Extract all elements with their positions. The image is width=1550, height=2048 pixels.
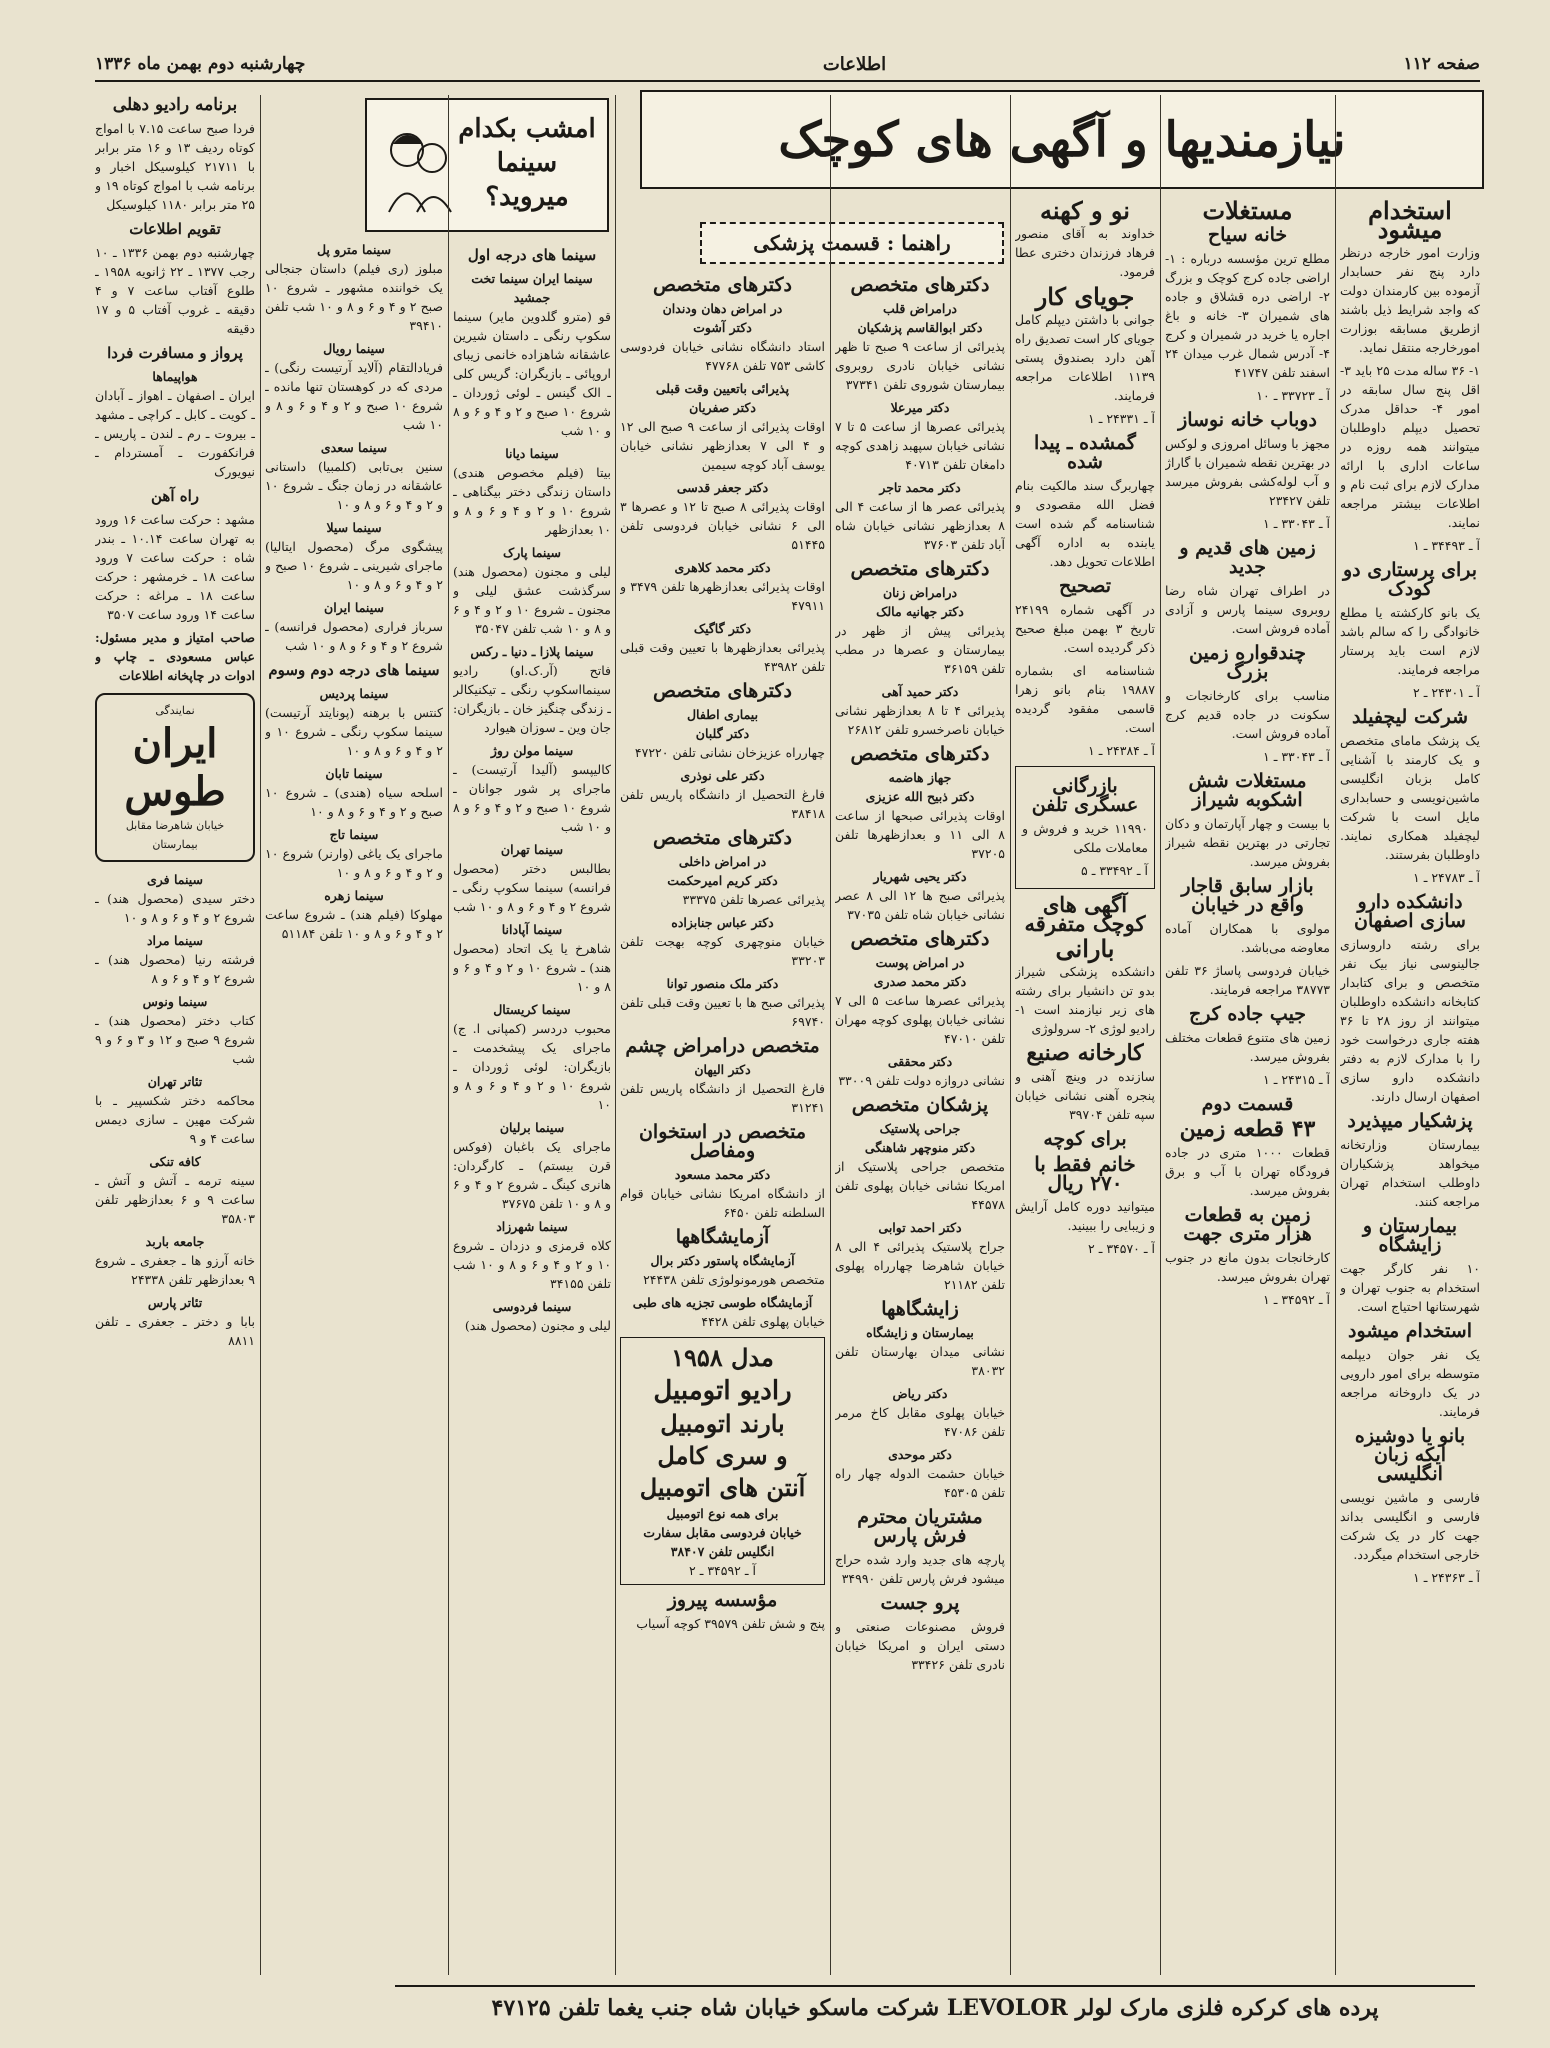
cinema-name: سینما برلیان <box>499 1120 565 1135</box>
cinema-name: سینما فردوسی <box>492 1299 572 1314</box>
cinema-name: سینما ایران <box>324 600 384 615</box>
doctor-name: دکتر گاگیک <box>693 621 752 636</box>
column-rule <box>1160 95 1161 1975</box>
doctor-info: متخصص هورمونولوژی تلفن ۲۴۴۳۸ <box>643 1272 825 1287</box>
employment-subtitle: برای پرستاری دو کودک <box>1342 559 1478 600</box>
doctor-name: دکتر ذبیح الله عزیزی <box>865 789 975 804</box>
cinema-listing: فرشته رنیا (محصول هند) ـ شروع ۲ و ۴ و ۶ و ۸ <box>95 952 255 986</box>
publisher-signature: صاحب امتیاز و مدیر مسئول: عباس مسعودی ـ چاپ و ادوات در چاپخانه اطلاعات <box>95 630 255 683</box>
cinema-name: سینما آپادانا <box>501 922 563 937</box>
doctor-section-title: دکترهای متخصص <box>850 274 990 296</box>
cinema-name: سینما پردیس <box>319 686 389 701</box>
railway-text: مشهد : حرکت ساعت ۱۶ ورود به تهران ساعت ۱۰.۱۴ ـ بندر شاه : حرکت ساعت ۷ ورود ساعت ۱۸ ـ خرمشهر : حرکت ساعت ۱۸ ـ مراغه : حرکت ساعت ۱۴ ورود ساعت ۳۵۰۷ <box>95 512 255 622</box>
newold-ad: شناسنامه ای بشماره ۱۹۸۸۷ بنام بانو زهرا قاسمی مفقود گردیده است. <box>1015 663 1155 735</box>
ad-ref: آ ـ ۳۳۰۴۳ ـ ۱ <box>1263 749 1330 764</box>
doctor-info: متخصص جراحی پلاستیک از امریکا نشانی خیابان پهلوی تلفن ۴۴۵۷۸ <box>835 1159 1005 1212</box>
property-subtitle: قسمت دوم <box>1201 1093 1294 1115</box>
car-ad-line: و سری کامل <box>657 1441 788 1470</box>
cinema-listing: بطالبس دختر (محصول فرانسه) سینما سکوپ رنگی ـ شروع ۲ و ۴ و ۶ و ۸ و ۱۰ شب <box>453 861 611 914</box>
institute-title: مؤسسه پیروز <box>667 1589 778 1611</box>
cinema-name: سینما رویال <box>323 341 385 356</box>
travel-title: پرواز و مسافرت فردا <box>107 344 243 362</box>
doctor-section-title: آزمایشگاهها <box>675 1226 770 1248</box>
calendar-title: تقویم اطلاعات <box>129 220 221 238</box>
ad-ref: آ ـ ۲۴۳۶۳ ـ ۱ <box>1413 1570 1480 1585</box>
misc-ad-heading: بارانی <box>1055 934 1115 963</box>
employment-ad: وزارت امور خارجه درنظر دارد پنج نفر حسابدار آزموده بین کارمندان دولت که واجد شرایط ذیل باشند ازطریق مسابقه بوزارت امورخارجه منتقل نماید. <box>1340 245 1480 355</box>
cinema-name: سینما شهرزاد <box>496 1219 568 1234</box>
doctor-name: دکتر جعفر قدسی <box>676 480 769 495</box>
theater-name: جامعه باربد <box>145 1234 205 1249</box>
doctor-section-title: دکترهای متخصص <box>850 928 990 950</box>
doctor-name: دکتر یحیی شهریار <box>873 869 967 884</box>
cinema-listing: ماجرای یک یاغی (وارنر) شروع ۱۰ و ۲ و ۴ و ۶ و ۸ و ۱۰ <box>265 846 443 880</box>
property-ad: در اطراف تهران شاه رضا روبروی سینما پارس و آزادی آماده فروش است. <box>1165 583 1330 636</box>
doctor-info: اوقات پذیرائی صبحها از ساعت ۸ الی ۱۱ و بعدازظهرها تلفن ۳۷۲۰۵ <box>835 808 1005 861</box>
property-subtitle: خانه سیاح <box>1207 224 1288 246</box>
cinema-listing: دختر سیدی (محصول هند) ـ شروع ۲ و ۴ و ۶ و ۸ و ۱۰ <box>95 891 255 925</box>
column-doctors-2 <box>620 270 825 1975</box>
doctor-name: دکتر منوچهر شاهنگی <box>864 1140 976 1155</box>
property-title: مستغلات <box>1202 196 1293 225</box>
doctor-info: پذیرائی بعدازظهرها با تعیین وقت قبلی تلفن ۴۳۹۸۲ <box>620 640 825 674</box>
doctor-info: پذیرائی صبح ها با تعیین وقت قبلی تلفن ۶۹۷۴۰ <box>620 995 825 1029</box>
cinema-listing: محبوب دردسر (کمپانی ا. ج) ماجرای یک پیشخدمت ـ بازیگران: لوئی ژوردان ـ شروع ۱۰ و ۲ و ۴ و ۶ و ۸ و ۱۰ <box>453 1021 611 1112</box>
property-ad: زمین های متنوع قطعات مختلف بفروش میرسد. <box>1165 1030 1330 1064</box>
cinema-name: سینما مترو پل <box>316 242 392 257</box>
doctor-info: پذیرائی از ساعت ۹ صبح تا ظهر نشانی خیابان نادری روبروی بیمارستان شوروی تلفن ۳۷۳۴۱ <box>835 339 1005 392</box>
doctor-name: دکتر عباس جنابزاده <box>671 915 774 930</box>
sale-ad-text: پارچه های جدید وارد شده حراج میشود فرش پارس تلفن ۳۴۹۹۰ <box>835 1552 1005 1586</box>
cinema-name: سینما مراد <box>146 933 204 948</box>
travel-text: ایران ـ اصفهان ـ اهواز ـ آبادان ـ کویت ـ کابل ـ کراچی ـ مشهد ـ بیروت ـ رم ـ لندن ـ پاریس ـ فرانکفورت ـ آمستردام ـ نیویورک <box>95 388 255 479</box>
cinema-name: سینما پارک <box>503 545 561 560</box>
newold-ad: خداوند به آقای منصور فرهاد فرزندان دختری عطا فرمود. <box>1015 226 1155 279</box>
doctor-name: دکتر محمد تاجر <box>879 480 961 495</box>
cinema-listing: اسلحه سیاه (هندی) ـ شروع ۱۰ صبح و ۲ و ۴ و ۶ و ۸ و ۱۰ <box>265 785 443 819</box>
property-ad: مناسب برای کارخانجات و سکونت در جاده قدیم کرج آماده فروش است. <box>1165 688 1330 741</box>
car-radio-ad <box>620 1337 825 1585</box>
doctor-name: دکتر میرعلا <box>890 400 950 415</box>
levolor-blinds-ad: پرده های کرکره فلزی مارک لولر LEVOLOR شرکت ماسکو خیابان شاه جنب یغما تلفن ۴۷۱۲۵ <box>395 1985 1475 2029</box>
property-ad: مولوی با همکاران آماده معاوضه می‌باشد. <box>1165 921 1330 955</box>
ad-ref: آ ـ ۳۴۴۹۳ ـ ۱ <box>1413 538 1480 553</box>
car-ad-line: بارند اتومبیل <box>660 1409 785 1438</box>
radio-title: برنامه رادیو دهلی <box>112 95 238 115</box>
theater-listing: بابا و دختر ـ جعفری ـ تلفن ۸۸۱۱ <box>95 1314 255 1348</box>
theater-listing: خانه آرزو ها ـ جعفری ـ شروع ۹ بعدازظهر تلفن ۲۴۳۳۸ <box>95 1253 255 1287</box>
radio-text: فردا صبح ساعت ۷.۱۵ با امواج کوتاه ردیف ۱۳ و ۱۶ متر برابر با ۲۱۷۱۱ کیلوسیکل اخبار و برنامه شب با امواج کوتاه ۱۹ و ۲۵ متر برابر ۱۱۸۰ کیلوسیکل <box>95 121 255 212</box>
doctor-info: پذیرائی عصرها تلفن ۳۳۳۷۵ <box>682 892 825 907</box>
property-subtitle: ۴۳ قطعه زمین <box>1179 1116 1316 1142</box>
cinema-listing: لیلی و مجنون (محصول هند) <box>464 1318 611 1333</box>
property-subtitle: جیپ جاده کرج <box>1188 1003 1307 1025</box>
property-subtitle: دوباب خانه نوساز <box>1178 409 1317 431</box>
newold-ad: میتوانید دوره کامل آرایش و زیبایی را ببینید. <box>1015 1199 1155 1233</box>
misc-ads-title: آگهی های کوچک متفرقه <box>1024 892 1146 936</box>
cinema-name: سینما تاج <box>329 827 379 842</box>
doctor-name: بیمارستان و زایشگاه <box>866 1325 974 1340</box>
doctor-name: دکتر محمد مسعود <box>674 1167 771 1182</box>
doctor-section-title: دکترهای متخصص <box>653 827 792 849</box>
sale-ad-text: فروش مصنوعات صنعتی و دستی ایران و امریکا خیابان نادری تلفن ۳۳۴۲۶ <box>835 1619 1005 1672</box>
doctor-section-title: پزشکان متخصص <box>851 1094 989 1116</box>
column-rule <box>615 95 616 1975</box>
boxed-ad <box>1015 766 1155 889</box>
column-employment <box>1340 195 1480 1975</box>
job-seekers-title: جویای کار <box>1035 282 1135 311</box>
newold-ad: دانشکده پزشکی شیراز بدو تن دانشیار برای رشته های زیر نیازمند است ۱- رادیو لوژی ۲- سرولوژی <box>1015 964 1155 1036</box>
doctor-info: خیابان حشمت الدوله چهار راه تلفن ۴۵۳۰۵ <box>835 1466 1005 1500</box>
employment-ad: بیمارستان وزارتخانه میخواهد پزشکیاران داوطلب استخدام تهران مراجعه کنند. <box>1340 1137 1480 1209</box>
newold-ad: در آگهی شماره ۲۴۱۹۹ تاریخ ۳ بهمن مبلغ صحیح ذکر گردیده است. <box>1015 602 1155 655</box>
property-subtitle: بازار سابق قاجار واقع در خیابان <box>1181 875 1314 916</box>
doctor-info: جراح پلاستیک پذیرائی ۴ الی ۸ خیابان شاهرضا چهارراه پهلوی تلفن ۲۱۱۸۲ <box>835 1239 1005 1292</box>
iran-tous-logo: ایران طوس <box>124 720 226 815</box>
ad-ref: آ ـ ۲۴۳۱۵ ـ ۱ <box>1263 1072 1330 1087</box>
cinema-listing: قو (مترو گلدوین مایر) سینما سکوپ رنگی ـ داستان شیرین عاشقانه شاهزاده خانمی زیبای اروپائی ـ بازیگران: گریس کلی ـ الک گینس ـ لوئی ژوردان ـ شروع ۱۰ صبح و ۲ و ۴ و ۶ و ۸ و ۱۰ شب <box>453 309 611 438</box>
ad-ref: آ ـ ۳۳۷۲۳ ـ ۱۰ <box>1256 388 1330 403</box>
theater-name: تئاتر پارس <box>147 1295 203 1310</box>
cinema-name: سینما ونوس <box>142 994 208 1009</box>
cinema-listing: فاتح (آر.ک.او) رادیو سینمااسکوپ رنگی ـ تیکنیکالر ـ زندگی چنگیز خان ـ بازیگران: جان وین ـ سوزان هیوارد <box>453 663 611 735</box>
iran-tous-ad <box>95 693 255 862</box>
ad-ref: آ ـ ۳۴۵۷۰ ـ ۲ <box>1088 1241 1155 1256</box>
doctor-info: پذیرائی عصرها ساعت ۵ الی ۷ نشانی خیابان پهلوی کوچه مهران تلفن ۴۷۰۱۰ <box>835 993 1005 1046</box>
calendar-text: چهارشنبه دوم بهمن ۱۳۳۶ ـ ۱۰ رجب ۱۳۷۷ ـ ۲۲ ژانویه ۱۹۵۸ ـ طلوع آفتاب ساعت ۷ و ۴ دقیقه ـ غروب آفتاب ۵ و ۱۷ دقیقه <box>95 245 255 336</box>
boxed-ad-text: ۱۱۹۹۰ خرید و فروش و معاملات ملکی <box>1022 821 1148 855</box>
medical-guide-title: راهنما : قسمت پزشکی <box>700 222 1004 264</box>
doctor-section-title: زایشگاهها <box>881 1298 959 1320</box>
page-number: صفحه ۱۱۲ <box>1403 54 1480 74</box>
misc-ad-heading: برای کوچه <box>1043 1128 1127 1150</box>
cinema-section-title: سینما های درجه اول <box>467 246 597 264</box>
boxed-ad-title: بازرگانی عسگری تلفن <box>1031 775 1139 816</box>
column-property <box>1165 195 1330 1975</box>
masthead-rule <box>95 80 1480 82</box>
doctor-info: نشانی دروازه دولت تلفن ۳۳۰۰۹ <box>838 1073 1005 1088</box>
property-ad: با بیست و چهار آپارتمان و دکان تجارتی در بهترین نقطه شیراز بفروش میرسد. <box>1165 816 1330 869</box>
column-rule <box>260 95 261 1975</box>
employment-ad: فارسی و ماشین نویسی فارسی و انگلیسی بداند جهت کار در یک شرکت خارجی استخدام میگردد. <box>1340 1490 1480 1562</box>
misc-ad-heading: کارخانه صنیع <box>1026 1040 1144 1066</box>
couple-illustration-icon <box>377 120 457 215</box>
employment-ad: یک پزشک مامای متخصص و یک کارمند با آشنایی کامل بزبان انگلیسی ماشین‌نویسی و حسابداری مایل است با شرکت لیچفیلد همکاری نمایند. داوطلبان بفرستند. <box>1340 733 1480 862</box>
doctor-info: اوقات پذیرائی از ساعت ۹ صبح الی ۱۲ و ۴ الی ۷ بعدازظهر نشانی خیابان یوسف آباد کوچه سیمین <box>620 419 825 472</box>
car-ad-line: مدل ۱۹۵۸ <box>671 1343 774 1372</box>
doctor-info: اوقات پذیرائی بعدازظهرها تلفن ۳۴۷۹ و ۴۷۹۱۱ <box>620 579 825 613</box>
column-radio <box>95 90 255 1975</box>
theater-name: تئاتر تهران <box>147 1074 203 1089</box>
doctor-name: دکتر محمد صدری <box>873 974 967 989</box>
employment-ad: ۱- ۳۶ ساله مدت ۲۵ باید ۳- اقل پنج سال سابقه در امور ۴- حداقل مدرک تحصیل دیپلم داوطلبان میتوانند همه روزه در ساعات اداری با ارائه مدارک لازم برای ثبت نام و اطلاعات بیشتر مراجعه نمایند. <box>1340 363 1480 530</box>
doctor-section-subtitle: در امراض داخلی <box>678 854 767 869</box>
logo-sub: خیابان شاهرضا مقابل بیمارستان <box>125 819 225 851</box>
doctor-section-title: دکترهای متخصص <box>653 680 792 702</box>
employment-subtitle: دانشکده دارو سازی اصفهان <box>1354 891 1466 932</box>
doctor-section-subtitle: درامراض زنان <box>882 585 958 600</box>
newspaper-name: اطلاعات <box>822 53 887 75</box>
cinema-listing: ماجرای یک باغبان (فوکس قرن بیستم) ـ کارگردان: هانری کینگ ـ شروع ۲ و ۴ و ۶ و ۸ و ۱۰ تلفن ۳۷۶۷۵ <box>453 1139 611 1211</box>
ad-ref: آ ـ ۲۴۳۸۴ ـ ۱ <box>1088 743 1155 758</box>
doctor-info: پذیرائی عصرها از ساعت ۵ تا ۷ نشانی خیابان سپهبد زاهدی کوچه دامغان تلفن ۴۰۷۱۳ <box>835 419 1005 472</box>
travel-subtitle: هواپیماها <box>152 369 198 384</box>
employment-ad: ۱۰ نفر کارگر جهت استخدام به جنوب تهران و شهرستانها احتیاج است. <box>1340 1261 1480 1314</box>
ad-ref: آ ـ ۳۴۵۹۲ ـ ۲ <box>689 1563 756 1578</box>
doctor-section-subtitle: در امراض دهان ودندان <box>662 301 783 316</box>
doctor-info: پذیرائی صبح ها ۱۲ الی ۸ عصر نشانی خیابان شاه تلفن ۳۷۰۳۵ <box>835 888 1005 922</box>
doctor-name: دکتر محققی <box>887 1054 953 1069</box>
doctor-name: دکتر آشوت <box>693 320 752 335</box>
ad-ref: آ ـ ۲۴۷۸۳ ـ ۱ <box>1413 870 1480 885</box>
cinema-listing: پیشگوی مرگ (محصول ایتالیا) ماجرای شیرینی ـ شروع ۱۰ صبح و ۲ و ۴ و ۶ و ۸ و ۱۰ <box>265 539 443 592</box>
doctor-info: خیابان پهلوی تلفن ۴۴۲۸ <box>701 1314 825 1329</box>
theater-listing: سینه ترمه ـ آتش و آتش ـ ساعت ۹ و ۶ بعدازظهر تلفن ۳۵۸۰۳ <box>95 1173 255 1226</box>
employment-ad: یک بانو کارکشته یا مطلع خانوادگی را که سالم باشد لازم است باید پرستار مراجعه فرمایند. <box>1340 605 1480 677</box>
cinema-name: سینما فری <box>146 872 204 887</box>
section-banner: نیازمندیها و آگهی های کوچک <box>640 90 1484 189</box>
car-ad-line: خیابان فردوسی مقابل سفارت انگلیس تلفن ۳۸۴۰۷ <box>643 1525 802 1559</box>
car-ad-line: آنتن های اتومبیل <box>639 1473 806 1502</box>
employment-subtitle: استخدام میشود <box>1348 1320 1472 1342</box>
doctor-section-title: دکترهای متخصص <box>653 274 792 296</box>
railway-title: راه آهن <box>151 487 199 505</box>
cinema-name: سینما سعدی <box>320 440 388 455</box>
doctor-name: دکتر محمد کلاهری <box>674 560 771 575</box>
newold-ad: سازنده در وینچ آهنی و پنجره آهنی نشانی خیابان سپه تلفن ۳۹۷۰۴ <box>1015 1069 1155 1122</box>
doctor-section-title: متخصص درامراض چشم <box>625 1035 820 1057</box>
cinema-name: سینما تابان <box>325 766 383 781</box>
cinema-name: سینما ایران سینما تخت جمشید <box>471 271 593 305</box>
doctor-info: نشانی میدان بهارستان تلفن ۳۸۰۳۲ <box>835 1344 1005 1378</box>
ad-ref: آ ـ ۲۴۳۰۱ ـ ۲ <box>1413 685 1480 700</box>
property-subtitle: زمین های قدیم و جدید <box>1179 537 1316 578</box>
doctor-info: پذیرائی ۴ تا ۸ بعدازظهر نشانی خیابان ناصرخسرو تلفن ۲۶۸۱۲ <box>835 703 1005 737</box>
cinema-listing: مبلوز (ری فیلم) داستان جنجالی یک خواننده مشهور ـ شروع ۱۰ صبح ۲ و ۴ و ۶ و ۸ و ۱۰ شب تلفن ۳۹۴۱۰ <box>265 261 443 333</box>
car-ad-line: رادیو اتومبیل <box>653 1376 792 1406</box>
institute-text: پنج و شش تلفن ۳۹۵۷۹ کوچه آسیاب <box>636 1616 825 1631</box>
doctor-section-title: دکترهای متخصص <box>850 558 990 580</box>
column-cinema-2 <box>265 240 443 1975</box>
column-rule <box>448 95 449 1975</box>
ad-ref: آ ـ ۳۴۵۹۲ ـ ۱ <box>1263 1292 1330 1307</box>
doctor-name: آزمایشگاه پاستور دکتر برال <box>650 1253 795 1268</box>
doctor-section-subtitle: درامراض قلب <box>883 301 957 316</box>
cinema-listing: فریادالتقام (آلاید آرتیست رنگی) ـ مردی که در کوهستان تنها مانده ـ شروع ۱۰ صبح و ۲ و ۴ و ۶ و ۸ و ۱۰ شب <box>265 360 443 432</box>
doctor-name: دکتر ملک منصور توانا <box>666 976 779 991</box>
doctor-name: دکتر احمد توابی <box>878 1220 962 1235</box>
doctor-info: خیابان پهلوی مقابل کاخ مرمر تلفن ۴۷۰۸۶ <box>835 1405 1005 1439</box>
cinema-listing: کنتس با برهنه (پونایتد آرتیست) سینما سکوپ رنگی ـ شروع ۱۰ و ۲ و ۴ و ۶ و ۸ و ۱۰ <box>265 705 443 758</box>
cinema-ad-text: امشب بکدام سینما میروید؟ <box>458 114 596 212</box>
cinema-listing: سنین بی‌تابی (کلمبیا) داستانی عاشقانه در زمان جنگ ـ شروع ۱۰ و ۲ و ۴ و ۶ و ۸ و ۱۰ <box>265 459 443 512</box>
masthead <box>95 50 1480 78</box>
cinema-name: سینما کریستال <box>493 1002 571 1017</box>
column-doctors-1 <box>835 270 1005 1975</box>
doctor-info: چهارراه عزیزخان نشانی تلفن ۴۷۲۲۰ <box>634 745 825 760</box>
doctor-info: پذیرائی پیش از ظهر در بیمارستان و عصرها در مطب تلفن ۳۶۱۵۹ <box>835 623 1005 676</box>
property-ad: قطعات ۱۰۰۰ متری در جاده فرودگاه تهران با آب و برق بفروش میرسد. <box>1165 1145 1330 1198</box>
logo-top: نمایندگی <box>155 704 195 717</box>
lost-found-title: گمشده ـ پیدا شده <box>1034 432 1136 473</box>
column-rule <box>1010 95 1011 1975</box>
cinema-name: سینما مولن روژ <box>490 743 574 758</box>
doctor-name: دکتر ریاض <box>892 1386 948 1401</box>
property-ad: مجهز با وسائل امروزی و لوکس در بهترین نقطه شمیران با گاراژ و آب لوله‌کشی بفروش میرسد تلفن ۲۳۴۲۷ <box>1165 436 1330 508</box>
doctor-name: دکتر صفریان <box>689 400 756 415</box>
doctor-info: خیابان منوچهری کوچه بهجت تلفن ۳۳۲۰۳ <box>620 934 825 968</box>
doctor-info: از دانشگاه امریکا نشانی خیابان قوام السلطنه تلفن ۶۴۵۰ <box>620 1186 825 1220</box>
doctor-name: دکتر الیهان <box>694 1062 751 1077</box>
employment-subtitle: بانو یا دوشیزه ایکه زبان انگلیسی <box>1354 1425 1466 1485</box>
column-cinema-1 <box>453 240 611 1975</box>
cinema-name: سینما سیلا <box>326 520 382 535</box>
doctor-section-title: متخصص در استخوان ومفاصل <box>638 1121 807 1162</box>
cinema-name: سینما دیانا <box>505 446 559 461</box>
doctor-section-subtitle: جهاز هاضمه <box>888 770 952 785</box>
property-subtitle: مستغلات شش اشکوبه شیراز <box>1188 770 1307 811</box>
cinema-listing: سرباز فراری (محصول فرانسه) ـ شروع ۲ و ۴ و ۶ و ۸ و ۱۰ شب <box>265 619 443 653</box>
ad-ref: آ ـ ۳۳۴۹۲ ـ ۵ <box>1081 863 1148 878</box>
ad-ref: آ ـ ۲۴۳۳۱ ـ ۱ <box>1088 411 1155 426</box>
doctor-name: دکتر گلبان <box>695 726 750 741</box>
theater-name: کافه تنکی <box>149 1154 201 1169</box>
cinema-listing: مهلوکا (فیلم هند) ـ شروع ساعت ۲ و ۴ و ۶ و ۸ و ۱۰ تلفن ۵۱۱۸۴ <box>265 907 443 941</box>
property-ad: خیابان فردوسی پاساژ ۳۶ تلفن ۳۸۷۷۳ مراجعه فرمایند. <box>1165 963 1330 997</box>
doctor-note: پذیرائی باتعیین وقت قبلی <box>655 381 790 396</box>
column-rule <box>1335 95 1336 1975</box>
employment-subtitle: پزشکیار میپذیرد <box>1347 1110 1473 1132</box>
misc-ad-heading: خانم فقط با ۲۷۰ ریال <box>1034 1152 1136 1195</box>
newold-ad: چهاربرگ سند مالکیت بنام فضل الله مقصودی و شناسنامه گم شده است یابنده به اداره آگهی اطلاعات تحویل دهد. <box>1015 478 1155 569</box>
cinema-section-title: سینما های درجه دوم وسوم <box>268 661 440 679</box>
car-ad-line: برای همه نوع اتومبیل <box>666 1506 779 1521</box>
doctor-info: پذیرائی عصر ها از ساعت ۴ الی ۸ بعدازظهر نشانی خیابان شاه آباد تلفن ۳۷۶۰۳ <box>835 499 1005 552</box>
cinema-listing: کتاب دختر (محصول هند) ـ شروع ۹ صبح و ۱۲ و ۳ و ۶ و ۹ شب <box>95 1013 255 1066</box>
doctor-section-subtitle: در امراض پوست <box>875 955 965 970</box>
correction-title: تصحیح <box>1058 575 1112 597</box>
cinema-name: سینما پلازا ـ دنیا ـ رکس <box>470 644 594 659</box>
employment-subtitle: بیمارستان و زایشگاه <box>1362 1215 1458 1256</box>
property-ad: مطلع ترین مؤسسه درباره : ۱- اراضی جاده کرج کوچک و بزرگ ۲- اراضی دره قشلاق و جاده های شمیران ۳- خانه و باغ اجاره یا خرید در شمیران و کرج ۴- آدرس شمال غرب میدان ۲۴ اسفند تلفن ۴۱۷۴۷ <box>1165 251 1330 380</box>
cinema-listing: لیلی و مجنون (محصول هند) سرگذشت عشق لیلی و مجنون ـ شروع ۱۰ و ۲ و ۴ و ۶ و ۸ و ۱۰ شب تلفن ۳۵۰۴۷ <box>453 564 611 636</box>
employment-subtitle: شرکت لیچفیلد <box>1351 706 1469 728</box>
issue-date: چهارشنبه دوم بهمن ماه ۱۳۳۶ <box>95 54 306 74</box>
cinema-listing: شاهرخ یا یک اتحاد (محصول هند) ـ شروع ۱۰ و ۲ و ۴ و ۶ و ۸ و ۱۰ <box>453 941 611 994</box>
doctor-section-title: دکترهای متخصص <box>850 743 990 765</box>
doctor-name: دکتر موحدی <box>888 1447 952 1462</box>
employment-ad: یک نفر جوان دیپلمه متوسطه برای امور دارویی در یک داروخانه مراجعه فرمایند. <box>1340 1347 1480 1419</box>
cinema-name: سینما تهران <box>500 842 564 857</box>
cinema-listing: کلاه قرمزی و دزدان ـ شروع ۱۰ و ۲ و ۴ و ۶ و ۸ و ۱۰ شب تلفن ۳۴۱۵۵ <box>453 1238 611 1291</box>
doctor-name: دکتر جهانیه مالک <box>876 604 964 619</box>
property-subtitle: زمین به قطعات هزار متری جهت <box>1183 1204 1312 1245</box>
newold-title: نو و کهنه <box>1040 196 1130 225</box>
theater-listing: محاکمه دختر شکسپیر ـ با شرکت مهین ـ سازی دیمس ساعت ۴ و ۹ <box>95 1093 255 1146</box>
ad-ref: آ ـ ۳۳۰۴۳ ـ ۱ <box>1263 516 1330 531</box>
doctor-info: فارغ التحصیل از دانشگاه پاریس تلفن ۳۸۴۱۸ <box>620 787 825 821</box>
property-ad: کارخانجات بدون مانع در جنوب تهران بفروش میرسد. <box>1165 1250 1330 1284</box>
doctor-name: دکتر ابوالقاسم پزشکیان <box>857 320 983 335</box>
doctor-name: دکتر حمید آهی <box>881 684 959 699</box>
doctor-section-subtitle: بیماری اطفال <box>686 707 759 722</box>
doctor-info: فارغ التحصیل از دانشگاه پاریس تلفن ۳۱۲۴۱ <box>620 1081 825 1115</box>
cinema-ad-box <box>365 98 609 232</box>
doctor-name: آزمایشگاه طوسی تجزیه های طبی <box>632 1295 813 1310</box>
column-rule <box>830 95 831 1975</box>
doctor-info: استاد دانشگاه نشانی خیابان فردوسی کاشی ۷۵۳ تلفن ۴۷۷۶۸ <box>620 339 825 373</box>
cinema-listing: بیتا (فیلم مخصوص هندی) داستان زندگی دختر بیگناهی ـ شروع ۱۰ و ۲ و ۴ و ۶ و ۸ و ۱۰ بعدازظهر <box>453 465 611 537</box>
column-newold <box>1015 195 1155 1975</box>
cinema-listing: کالیپسو (آلیدا آرتیست) ـ ماجرای پر شور جوانان ـ شروع ۱۰ صبح و ۲ و ۴ و ۶ و ۸ و ۱۰ شب <box>453 762 611 834</box>
property-subtitle: چندقواره زمین بزرگ <box>1189 642 1306 683</box>
employment-ad: برای رشته داروسازی جالینوسی نیاز بیک نفر متخصص و برای کتابدار کتابخانه دانشکده داوطلبان میتوانند از روز ۲۸ تا ۳۶ هفته جاری درخواست خود را با مدارک لازم به دفتر دانشکده دارو سازی اصفهان ارسال دارند. <box>1340 937 1480 1104</box>
sale-ad-title: پرو جست <box>880 1592 960 1614</box>
employment-title: استخدام میشود <box>1368 196 1452 244</box>
newold-ad: جوانی با داشتن دیپلم کامل جویای کار است تصدیق راه آهن دارد بصندوق پستی ۱۱۳۹ اطلاعات مراجعه فرمایند. <box>1015 312 1155 403</box>
doctor-name: دکتر کریم امیرحکمت <box>667 873 778 888</box>
doctor-info: اوقات پذیرائی ۸ صبح تا ۱۲ و عصرها ۳ الی ۶ نشانی خیابان فردوسی تلفن ۵۱۴۴۵ <box>620 499 825 552</box>
doctor-section-subtitle: جراحی پلاستیک <box>879 1121 961 1136</box>
cinema-name: سینما زهره <box>324 888 384 903</box>
sale-ad-title: مشتریان محترم فرش پارس <box>857 1506 983 1547</box>
doctor-name: دکتر علی نوذری <box>680 768 765 783</box>
